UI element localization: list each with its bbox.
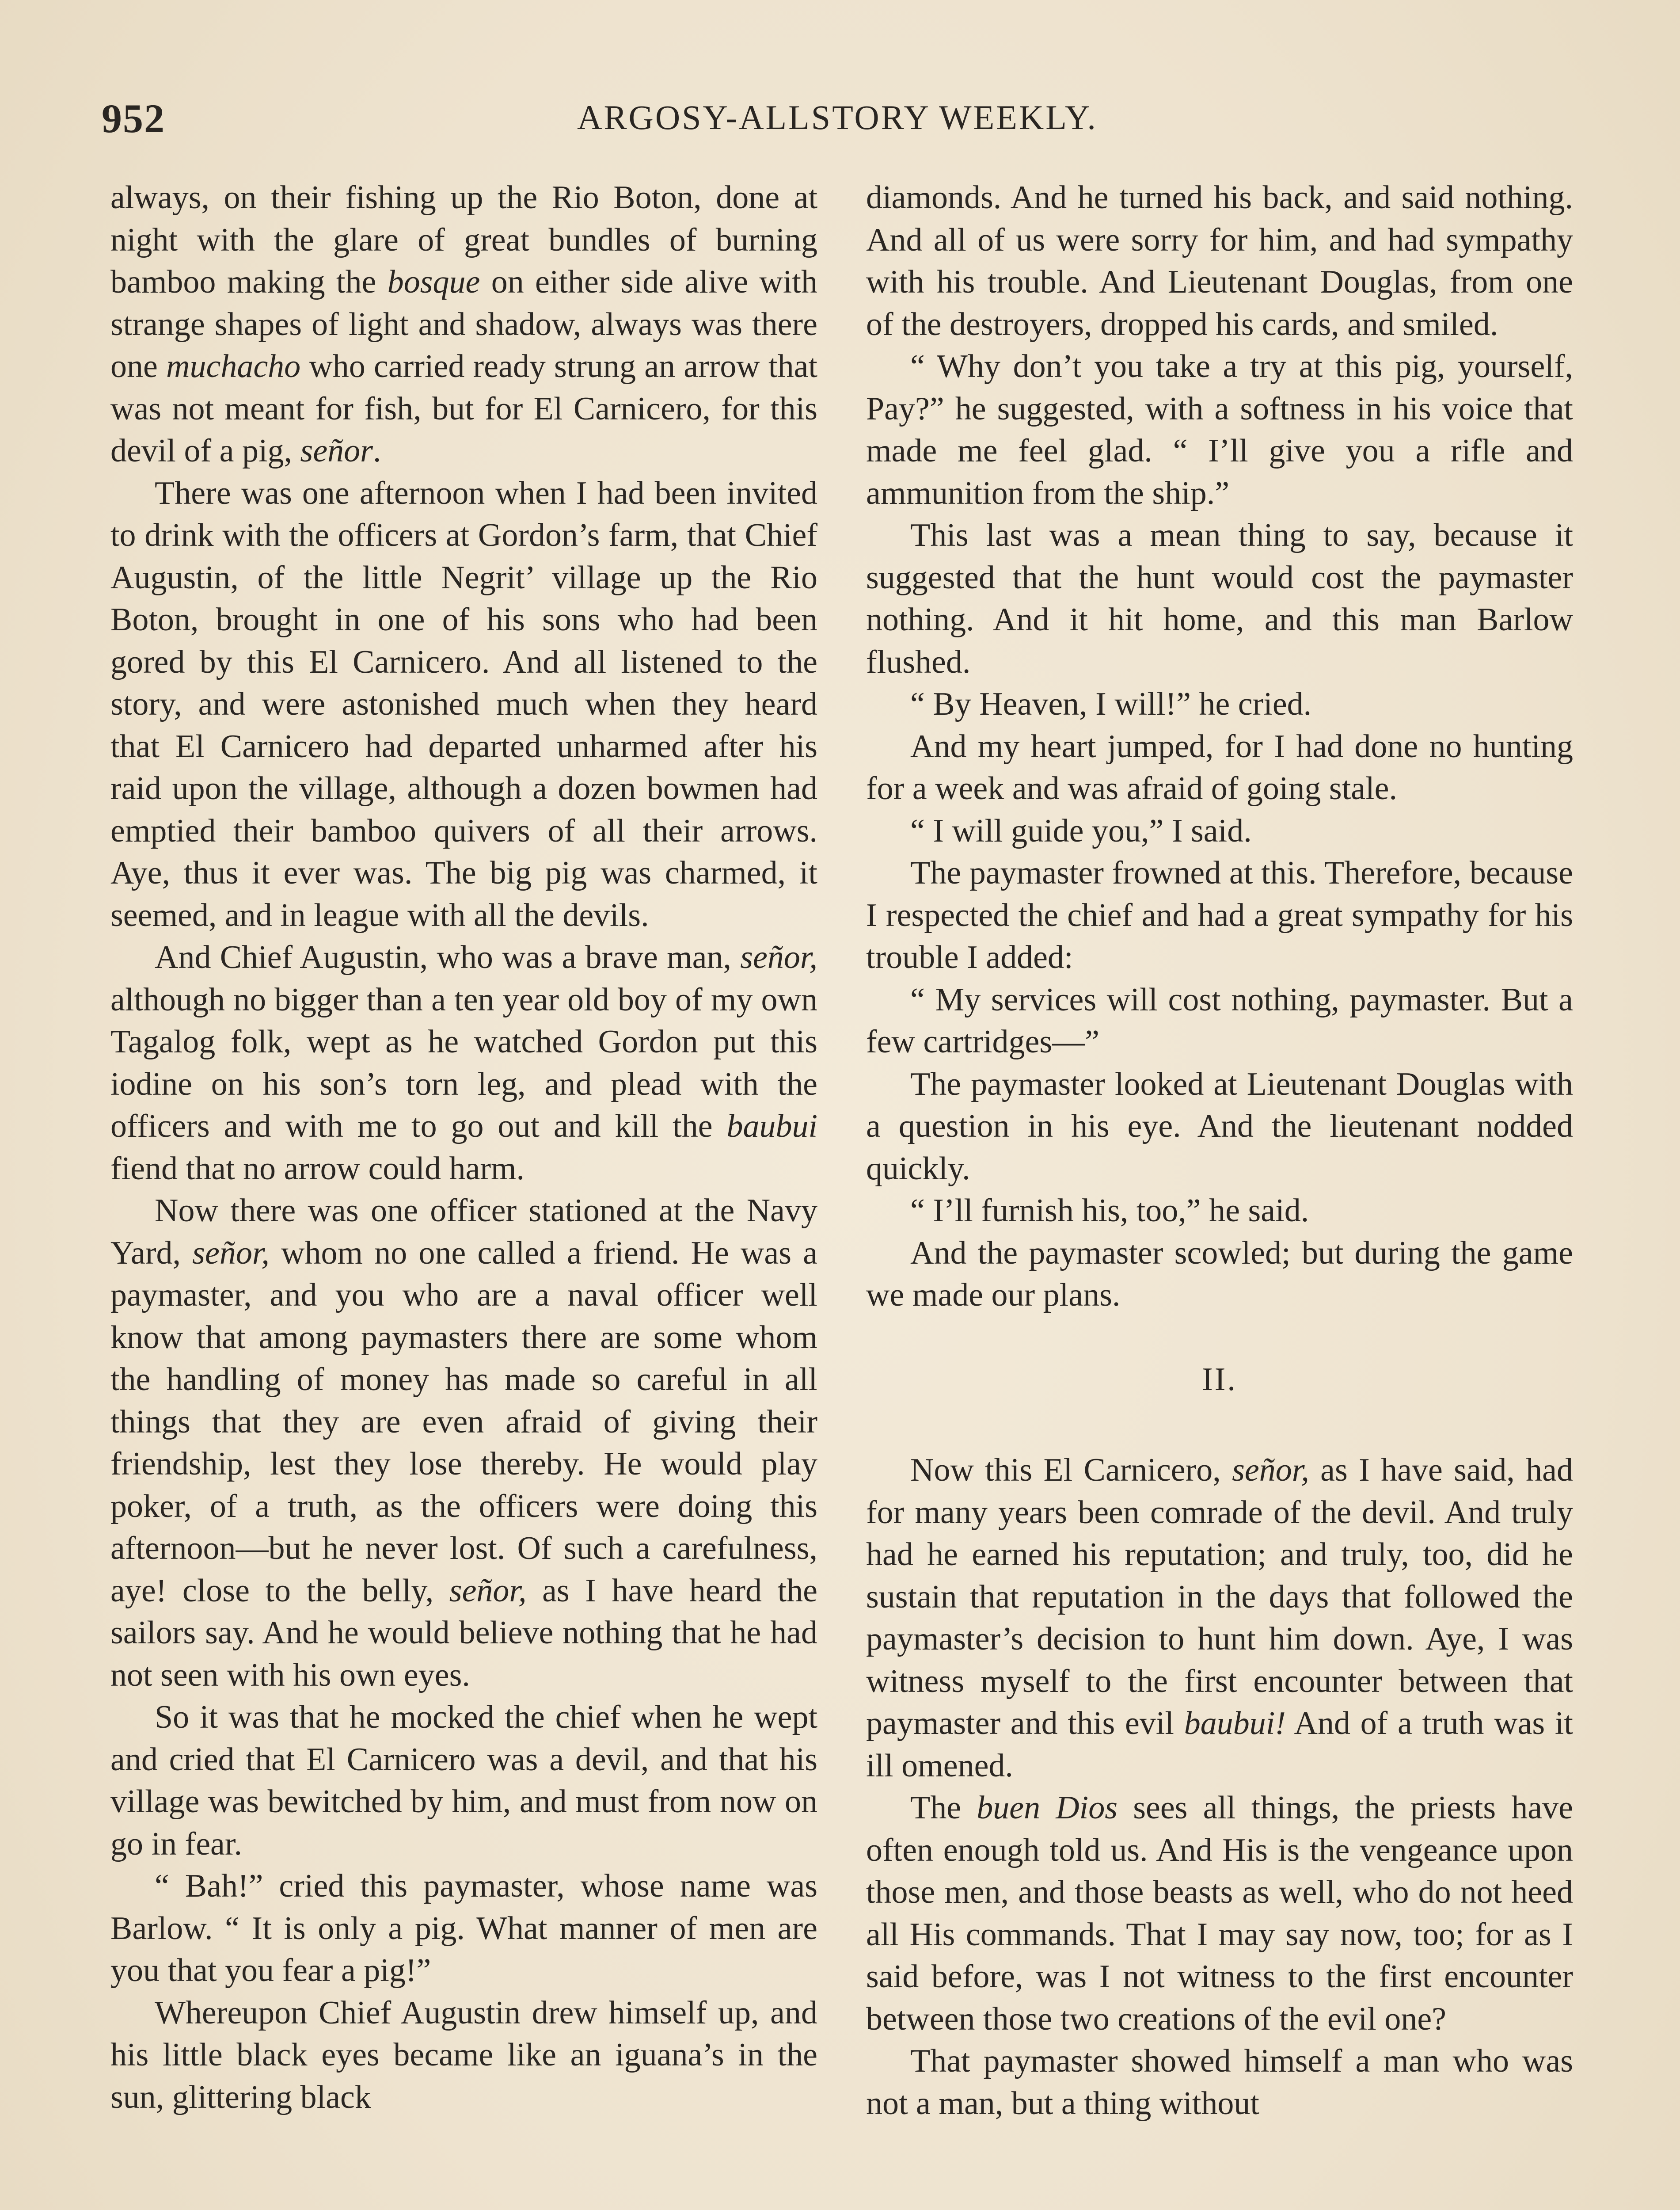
paragraph: And my heart jumped, for I had done no hunting for a week and was afraid of going stale. (866, 728, 1573, 807)
page-number: 952 (102, 96, 165, 141)
page-header (102, 95, 1573, 144)
paragraph: “ Why don’t you take a try at this pig, yourself, Pay?” he suggested, with a softness in his voice that made me feel glad. “ I’ll give you a rifle and ammunition from the ship.” (866, 348, 1573, 511)
paragraph: “ I will guide you,” I said. (910, 812, 1252, 849)
paragraph: Whereupon Chief Augustin drew himself up, and his little black eyes became like an iguana’s in the sun, glittering black (110, 1994, 817, 2115)
left-text-column (110, 177, 817, 2119)
right-column-before-heading (866, 177, 1573, 1317)
right-text-column (866, 177, 1573, 2125)
paragraph: There was one afternoon when I had been invited to drink with the officers at Gordon’s farm, that Chief Augustin, of the little Negrit’ village up the Rio Boton, brought in one of his sons who had been gored by this El Carnicero. And all listened to the story, and were astonished much when they heard that El Carnicero had departed unharmed after his raid upon the village, although a dozen bowmen had emptied their bamboo quivers of all their arrows. Aye, thus it ever was. The big pig was charmed, it seemed, and in league with all the devils. (110, 475, 817, 934)
paragraph: And Chief Augustin, who was a brave man, señor, although no bigger than a ten year old boy of my own Tagalog folk, wept as he watched Gordon put this iodine on his son’s torn leg, and plead with the officers and with me to go out and kill the baubui fiend that no arrow could harm. (110, 939, 817, 1187)
paragraph: So it was that he mocked the chief when he wept and cried that El Carnicero was a devil, and that his village was bewitched by him, and must from now on go in fear. (110, 1699, 817, 1862)
paragraph: And the paymaster scowled; but during the game we made our plans. (866, 1235, 1573, 1313)
paragraph: That paymaster showed himself a man who was not a man, but a thing without (866, 2043, 1573, 2122)
paragraph: Now there was one officer stationed at the Navy Yard, señor, whom no one called a friend. He was a paymaster, and you who are a naval officer well know that among paymasters there are some whom the handling of money has made so careful in all things that they are even afraid of giving their friendship, lest they lose thereby. He would play poker, of a truth, as the officers were doing this afternoon—but he never lost. Of such a carefulness, aye! close to the belly, señor, as I have heard the sailors say. And he would believe nothing that he had not seen with his own eyes. (110, 1193, 817, 1693)
paragraph: “ Bah!” cried this paymaster, whose name was Barlow. “ It is only a pig. What manner of men are you that you fear a pig!” (110, 1868, 817, 1989)
paragraph: “ By Heaven, I will!” he cried. (910, 686, 1312, 722)
paragraph: always, on their fishing up the Rio Boton, done at night with the glare of great bundles of burning bamboo making the bosque on either side alive with strange shapes of light and shadow, always was there one muchacho who carried ready strung an arrow that was not meant for fish, but for El Carnicero, for this devil of a pig, señor. (110, 179, 817, 469)
paragraph: The paymaster looked at Lieutenant Douglas with a question in his eye. And the lieutenant nodded quickly. (866, 1066, 1573, 1187)
running-title: ARGOSY-ALLSTORY WEEKLY. (577, 98, 1098, 137)
paragraph: Now this El Carnicero, señor, as I have said, had for many years been comrade of the devil. And truly had he earned his reputation; and truly, too, did he sustain that reputation in the days that followed the paymaster’s decision to hunt him down. Aye, I was witness myself to the first encounter between that paymaster and this evil baubui! And of a truth was it ill omened. (866, 1452, 1574, 1784)
paragraph: This last was a mean thing to say, because it suggested that the hunt would cost the paymaster nothing. And it hit home, and this man Barlow flushed. (866, 517, 1573, 680)
paragraph: The paymaster frowned at this. Therefore, because I respected the chief and had a great sympathy for his trouble I added: (866, 855, 1573, 975)
section-heading: II. (1202, 1361, 1237, 1398)
right-column-after-heading (866, 1449, 1573, 2125)
paragraph: diamonds. And he turned his back, and said nothing. And all of us were sorry for him, and had sympathy with his trouble. And Lieutenant Douglas, from one of the destroyers, dropped his cards, and smiled. (866, 179, 1573, 343)
paragraph: The buen Dios sees all things, the priests have often enough told us. And His is the vengeance upon those men, and those beasts as well, who do not heed all His commands. That I may say now, too; for as I said before, was I not witness to the first encounter between those two creations of the evil one? (866, 1790, 1573, 2037)
paragraph: “ I’ll furnish his, too,” he said. (910, 1193, 1309, 1229)
paragraph: “ My services will cost nothing, paymaster. But a few cartridges—” (866, 981, 1573, 1060)
